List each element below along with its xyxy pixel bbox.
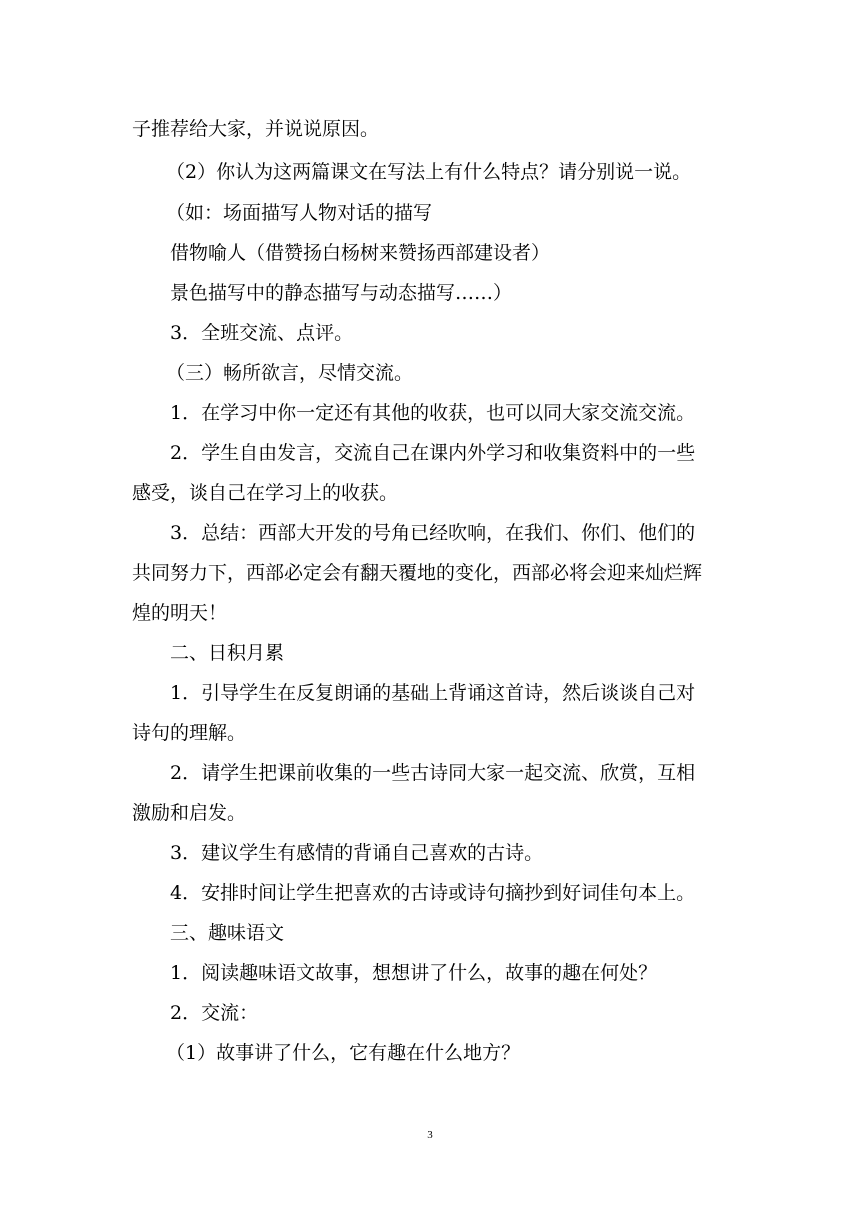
text-line: 1．引导学生在反复朗诵的基础上背诵这首诗，然后谈谈自己对 — [170, 682, 696, 704]
text-line: 感受，谈自己在学习上的收获。 — [132, 482, 399, 504]
text-line: 1．在学习中你一定还有其他的收获，也可以同大家交流交流。 — [170, 402, 696, 424]
text-line: 2．请学生把课前收集的一些古诗同大家一起交流、欣赏，互相 — [170, 762, 696, 784]
text-line: 2．学生自由发言，交流自己在课内外学习和收集资料中的一些 — [170, 442, 696, 464]
text-line: 子推荐给大家，并说说原因。 — [132, 118, 380, 140]
text-line: （1）故事讲了什么，它有趣在什么地方？ — [166, 1042, 521, 1064]
text-line: 3．总结：西部大开发的号角已经吹响，在我们、你们、他们的 — [170, 522, 696, 544]
text-line: 2．交流： — [170, 1002, 259, 1024]
text-line: 借物喻人（借赞扬白杨树来赞扬西部建设者） — [170, 242, 551, 264]
text-line: 共同努力下，西部必定会有翻天覆地的变化，西部必将会迎来灿烂辉 — [132, 562, 703, 584]
text-line: 景色描写中的静态描写与动态描写……） — [170, 282, 513, 304]
text-line: （如：场面描写人物对话的描写 — [166, 202, 433, 224]
text-line: （三）畅所欲言，尽情交流。 — [166, 362, 414, 384]
text-line: 诗句的理解。 — [132, 722, 247, 744]
text-line: 煌的明天！ — [132, 602, 228, 624]
text-line: 1．阅读趣味语文故事，想想讲了什么，故事的趣在何处？ — [170, 962, 658, 984]
section-heading: 二、日积月累 — [170, 642, 285, 664]
page-number: 3 — [427, 1129, 433, 1141]
text-line: 3．建议学生有感情的背诵自己喜欢的古诗。 — [170, 842, 544, 864]
section-heading: 三、趣味语文 — [170, 922, 285, 944]
text-line: （2）你认为这两篇课文在写法上有什么特点？请分别说一说。 — [166, 161, 692, 183]
text-line: 4．安排时间让学生把喜欢的古诗或诗句摘抄到好词佳句本上。 — [170, 882, 696, 904]
text-line: 3．全班交流、点评。 — [170, 322, 354, 344]
text-line: 激励和启发。 — [132, 802, 247, 824]
